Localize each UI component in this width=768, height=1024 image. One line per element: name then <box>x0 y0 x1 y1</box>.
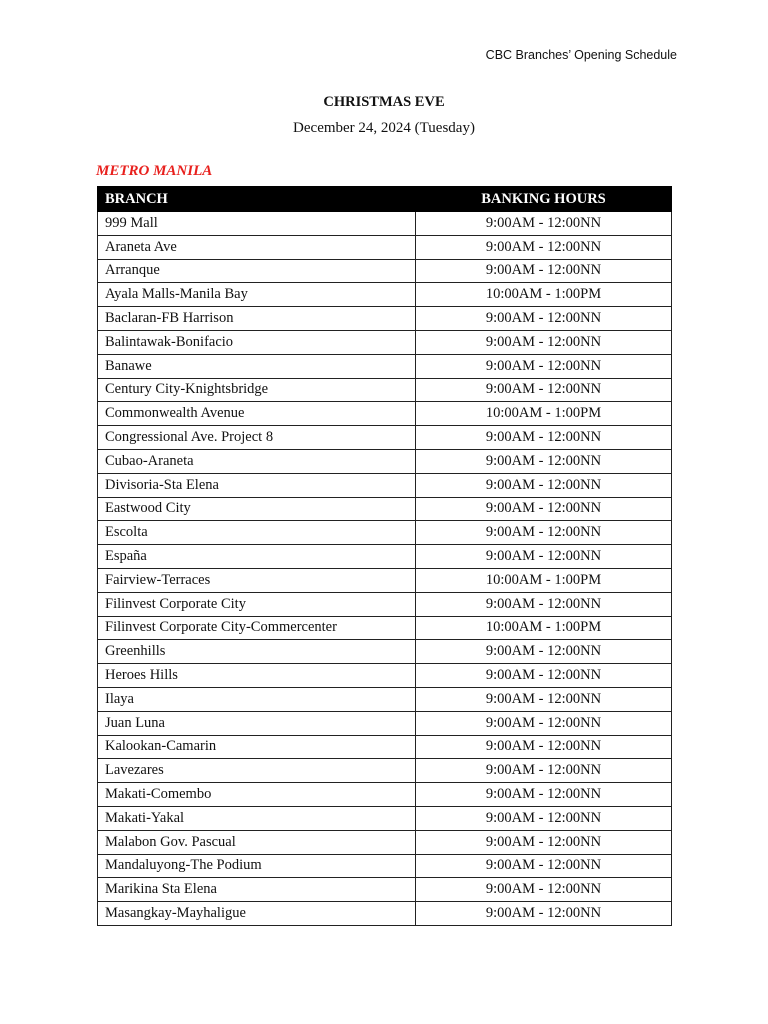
table-row <box>98 592 672 616</box>
table-row <box>98 616 672 640</box>
table-row <box>98 330 672 354</box>
banking-hours-cell: 9:00AM - 12:00NN <box>416 759 672 783</box>
banking-hours-cell: 9:00AM - 12:00NN <box>416 307 672 331</box>
branch-name-cell: Araneta Ave <box>98 235 416 259</box>
branch-name-cell: Cubao-Araneta <box>98 449 416 473</box>
region-heading: METRO MANILA <box>96 163 213 179</box>
branch-name-cell: Filinvest Corporate City-Commercenter <box>98 616 416 640</box>
branch-name-cell: Makati-Comembo <box>98 783 416 807</box>
branch-name-cell: Marikina Sta Elena <box>98 878 416 902</box>
branch-name-cell: Banawe <box>98 354 416 378</box>
document-date: December 24, 2024 (Tuesday) <box>293 120 475 136</box>
banking-hours-cell: 9:00AM - 12:00NN <box>416 664 672 688</box>
table-row <box>98 378 672 402</box>
banking-hours-cell: 9:00AM - 12:00NN <box>416 497 672 521</box>
table-row <box>98 521 672 545</box>
branch-name-cell: Century City-Knightsbridge <box>98 378 416 402</box>
branch-name-cell: Filinvest Corporate City <box>98 592 416 616</box>
table-row <box>98 426 672 450</box>
branch-name-cell: Eastwood City <box>98 497 416 521</box>
banking-hours-cell: 9:00AM - 12:00NN <box>416 711 672 735</box>
table-row <box>98 449 672 473</box>
table-row <box>98 212 672 236</box>
branch-name-cell: Mandaluyong-The Podium <box>98 854 416 878</box>
banking-hours-cell: 10:00AM - 1:00PM <box>416 283 672 307</box>
banking-hours-cell: 9:00AM - 12:00NN <box>416 902 672 926</box>
branch-name-cell: Commonwealth Avenue <box>98 402 416 426</box>
table-row <box>98 402 672 426</box>
branch-name-cell: Ayala Malls-Manila Bay <box>98 283 416 307</box>
column-header-hours: BANKING HOURS <box>416 187 672 212</box>
banking-hours-cell: 9:00AM - 12:00NN <box>416 854 672 878</box>
branch-name-cell: Congressional Ave. Project 8 <box>98 426 416 450</box>
branch-name-cell: Kalookan-Camarin <box>98 735 416 759</box>
branch-name-cell: Juan Luna <box>98 711 416 735</box>
table-row <box>98 783 672 807</box>
table-row <box>98 759 672 783</box>
banking-hours-cell: 9:00AM - 12:00NN <box>416 687 672 711</box>
branch-name-cell: Malabon Gov. Pascual <box>98 830 416 854</box>
table-row <box>98 354 672 378</box>
branch-name-cell: Balintawak-Bonifacio <box>98 330 416 354</box>
branch-name-cell: Greenhills <box>98 640 416 664</box>
table-row <box>98 806 672 830</box>
branch-name-cell: Lavezares <box>98 759 416 783</box>
table-row <box>98 497 672 521</box>
banking-hours-cell: 9:00AM - 12:00NN <box>416 545 672 569</box>
table-row <box>98 235 672 259</box>
banking-hours-cell: 10:00AM - 1:00PM <box>416 616 672 640</box>
banking-hours-cell: 9:00AM - 12:00NN <box>416 212 672 236</box>
schedule-table <box>97 186 672 926</box>
branch-name-cell: 999 Mall <box>98 212 416 236</box>
branch-name-cell: Ilaya <box>98 687 416 711</box>
table-row <box>98 735 672 759</box>
table-row <box>98 473 672 497</box>
table-row <box>98 283 672 307</box>
banking-hours-cell: 9:00AM - 12:00NN <box>416 830 672 854</box>
banking-hours-cell: 9:00AM - 12:00NN <box>416 640 672 664</box>
branch-name-cell: Heroes Hills <box>98 664 416 688</box>
table-row <box>98 568 672 592</box>
table-row <box>98 664 672 688</box>
table-body <box>98 212 672 926</box>
table-row <box>98 307 672 331</box>
table-row <box>98 711 672 735</box>
document-title: CHRISTMAS EVE <box>323 94 445 110</box>
running-header: CBC Branches’ Opening Schedule <box>485 48 677 62</box>
branch-name-cell: Arranque <box>98 259 416 283</box>
table-header-row <box>98 187 672 212</box>
banking-hours-cell: 9:00AM - 12:00NN <box>416 378 672 402</box>
table-row <box>98 878 672 902</box>
banking-hours-cell: 10:00AM - 1:00PM <box>416 402 672 426</box>
table-row <box>98 854 672 878</box>
banking-hours-cell: 9:00AM - 12:00NN <box>416 354 672 378</box>
branch-name-cell: Divisoria-Sta Elena <box>98 473 416 497</box>
branch-name-cell: Baclaran-FB Harrison <box>98 307 416 331</box>
branch-name-cell: Makati-Yakal <box>98 806 416 830</box>
banking-hours-cell: 9:00AM - 12:00NN <box>416 473 672 497</box>
banking-hours-cell: 10:00AM - 1:00PM <box>416 568 672 592</box>
table-row <box>98 259 672 283</box>
table-row <box>98 545 672 569</box>
banking-hours-cell: 9:00AM - 12:00NN <box>416 330 672 354</box>
banking-hours-cell: 9:00AM - 12:00NN <box>416 449 672 473</box>
banking-hours-cell: 9:00AM - 12:00NN <box>416 235 672 259</box>
table-row <box>98 902 672 926</box>
banking-hours-cell: 9:00AM - 12:00NN <box>416 592 672 616</box>
banking-hours-cell: 9:00AM - 12:00NN <box>416 878 672 902</box>
column-header-branch: BRANCH <box>98 187 416 212</box>
table-row <box>98 640 672 664</box>
branch-name-cell: Escolta <box>98 521 416 545</box>
banking-hours-cell: 9:00AM - 12:00NN <box>416 259 672 283</box>
banking-hours-cell: 9:00AM - 12:00NN <box>416 806 672 830</box>
branch-name-cell: Masangkay-Mayhaligue <box>98 902 416 926</box>
banking-hours-cell: 9:00AM - 12:00NN <box>416 521 672 545</box>
branch-name-cell: España <box>98 545 416 569</box>
table-row <box>98 830 672 854</box>
branch-name-cell: Fairview-Terraces <box>98 568 416 592</box>
banking-hours-cell: 9:00AM - 12:00NN <box>416 735 672 759</box>
banking-hours-cell: 9:00AM - 12:00NN <box>416 783 672 807</box>
banking-hours-cell: 9:00AM - 12:00NN <box>416 426 672 450</box>
table-row <box>98 687 672 711</box>
